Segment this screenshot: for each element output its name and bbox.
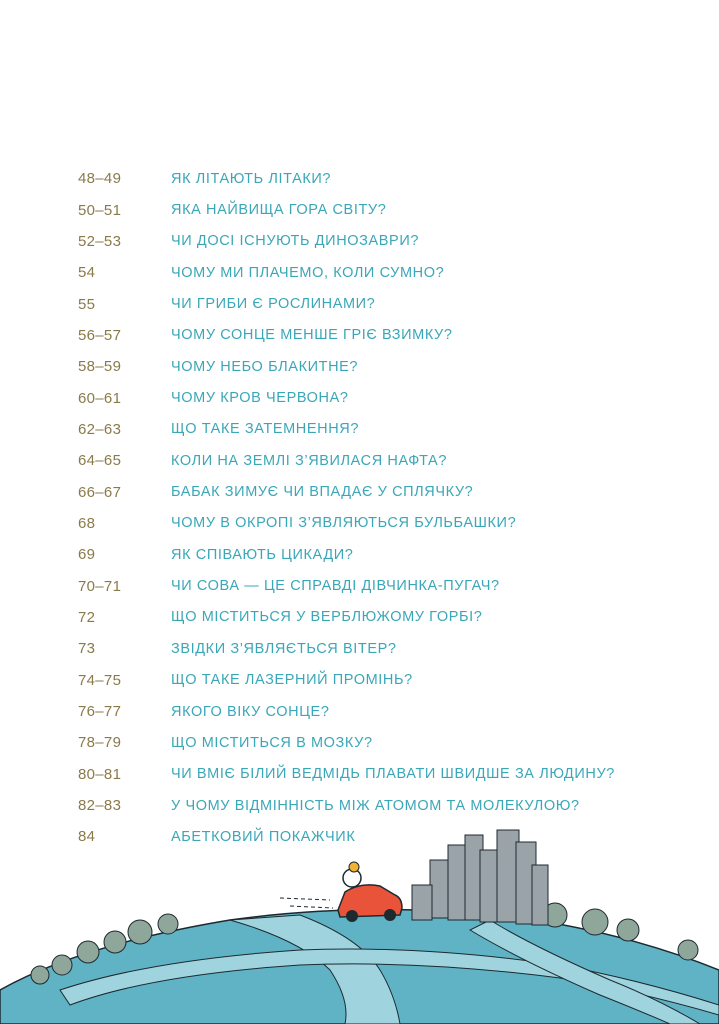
toc-page-number: 76–77 (78, 703, 122, 721)
toc-page-number: 60–61 (78, 389, 122, 407)
toc-title: БАБАК ЗИМУЄ ЧИ ВПАДАЄ У СПЛЯЧКУ? (171, 484, 474, 501)
toc-page-number: 70–71 (78, 577, 122, 595)
toc-title: ЗВІДКИ З’ЯВЛЯЄТЬСЯ ВІТЕР? (171, 640, 397, 657)
toc-row (78, 508, 678, 539)
toc-page-number: 74–75 (78, 671, 122, 689)
city-buildings-icon (412, 830, 548, 925)
toc-title: ЩО ТАКЕ ЗАТЕМНЕННЯ? (171, 421, 360, 438)
toc-row (78, 288, 678, 319)
toc-page-number: 82–83 (78, 797, 122, 815)
toc-row (78, 445, 678, 476)
toc-title: ЯК ЛІТАЮТЬ ЛІТАКИ? (171, 170, 332, 187)
toc-row (78, 226, 678, 257)
toc-page-number: 64–65 (78, 452, 122, 470)
toc-title: ЧОМУ НЕБО БЛАКИТНЕ? (171, 358, 359, 375)
toc-page-number: 48–49 (78, 170, 122, 188)
toc-title: ЩО МІСТИТЬСЯ В МОЗКУ? (171, 734, 373, 751)
toc-title: ЧОМУ КРОВ ЧЕРВОНА? (171, 390, 349, 407)
toc-row (78, 727, 678, 758)
toc-title: ЯКА НАЙВИЩА ГОРА СВІТУ? (171, 202, 387, 219)
toc-page-number: 73 (78, 640, 96, 658)
toc-row (78, 665, 678, 696)
table-of-contents (78, 163, 678, 853)
toc-row (78, 476, 678, 507)
toc-title: ЩО ТАКЕ ЛАЗЕРНИЙ ПРОМІНЬ? (171, 672, 413, 689)
toc-page-number: 72 (78, 608, 96, 626)
toc-page-number: 84 (78, 828, 96, 846)
toc-row (78, 602, 678, 633)
toc-row (78, 539, 678, 570)
toc-page-number: 56–57 (78, 326, 122, 344)
toc-title: АБЕТКОВИЙ ПОКАЖЧИК (171, 828, 356, 845)
toc-title: ЧОМУ МИ ПЛАЧЕМО, КОЛИ СУМНО? (171, 264, 445, 281)
toc-row (78, 257, 678, 288)
toc-page-number: 68 (78, 514, 96, 532)
toc-page-number: 50–51 (78, 201, 122, 219)
toc-page-number: 78–79 (78, 734, 122, 752)
toc-title: ЯКОГО ВІКУ СОНЦЕ? (171, 703, 330, 720)
toc-page-number: 62–63 (78, 420, 122, 438)
toc-page-number: 54 (78, 264, 96, 282)
toc-row (78, 570, 678, 601)
toc-page-number: 80–81 (78, 765, 122, 783)
toc-title: ЯК СПІВАЮТЬ ЦИКАДИ? (171, 546, 354, 563)
toc-title: ЧИ ВМІЄ БІЛИЙ ВЕДМІДЬ ПЛАВАТИ ШВИДШЕ ЗА ЛЮДИНУ? (171, 766, 615, 783)
toc-row (78, 696, 678, 727)
toc-page-number: 66–67 (78, 483, 122, 501)
toc-title: КОЛИ НА ЗЕМЛІ З’ЯВИЛАСЯ НАФТА? (171, 452, 447, 469)
toc-row (78, 414, 678, 445)
toc-title: ЩО МІСТИТЬСЯ У ВЕРБЛЮЖОМУ ГОРБІ? (171, 609, 483, 626)
toc-row (78, 759, 678, 790)
toc-page-number: 69 (78, 546, 96, 564)
toc-row (78, 351, 678, 382)
toc-page-number: 58–59 (78, 358, 122, 376)
toc-row (78, 163, 678, 194)
toc-page-number: 55 (78, 295, 96, 313)
toc-title: ЧИ ГРИБИ Є РОСЛИНАМИ? (171, 296, 376, 313)
toc-row (78, 633, 678, 664)
toc-row (78, 382, 678, 413)
toc-title: ЧОМУ СОНЦЕ МЕНШЕ ГРІЄ ВЗИМКУ? (171, 327, 453, 344)
car-icon (338, 862, 402, 922)
toc-row (78, 320, 678, 351)
toc-title: ЧИ СОВА — ЦЕ СПРАВДІ ДІВЧИНКА-ПУГАЧ? (171, 578, 500, 595)
toc-row (78, 790, 678, 821)
globe-illustration (0, 820, 719, 1024)
toc-title: ЧОМУ В ОКРОПІ З’ЯВЛЯЮТЬСЯ БУЛЬБАШКИ? (171, 515, 517, 532)
toc-title: У ЧОМУ ВІДМІННІСТЬ МІЖ АТОМОМ ТА МОЛЕКУЛОЮ? (171, 797, 580, 814)
toc-title: ЧИ ДОСІ ІСНУЮТЬ ДИНОЗАВРИ? (171, 233, 420, 250)
toc-row (78, 194, 678, 225)
toc-page-number: 52–53 (78, 232, 122, 250)
